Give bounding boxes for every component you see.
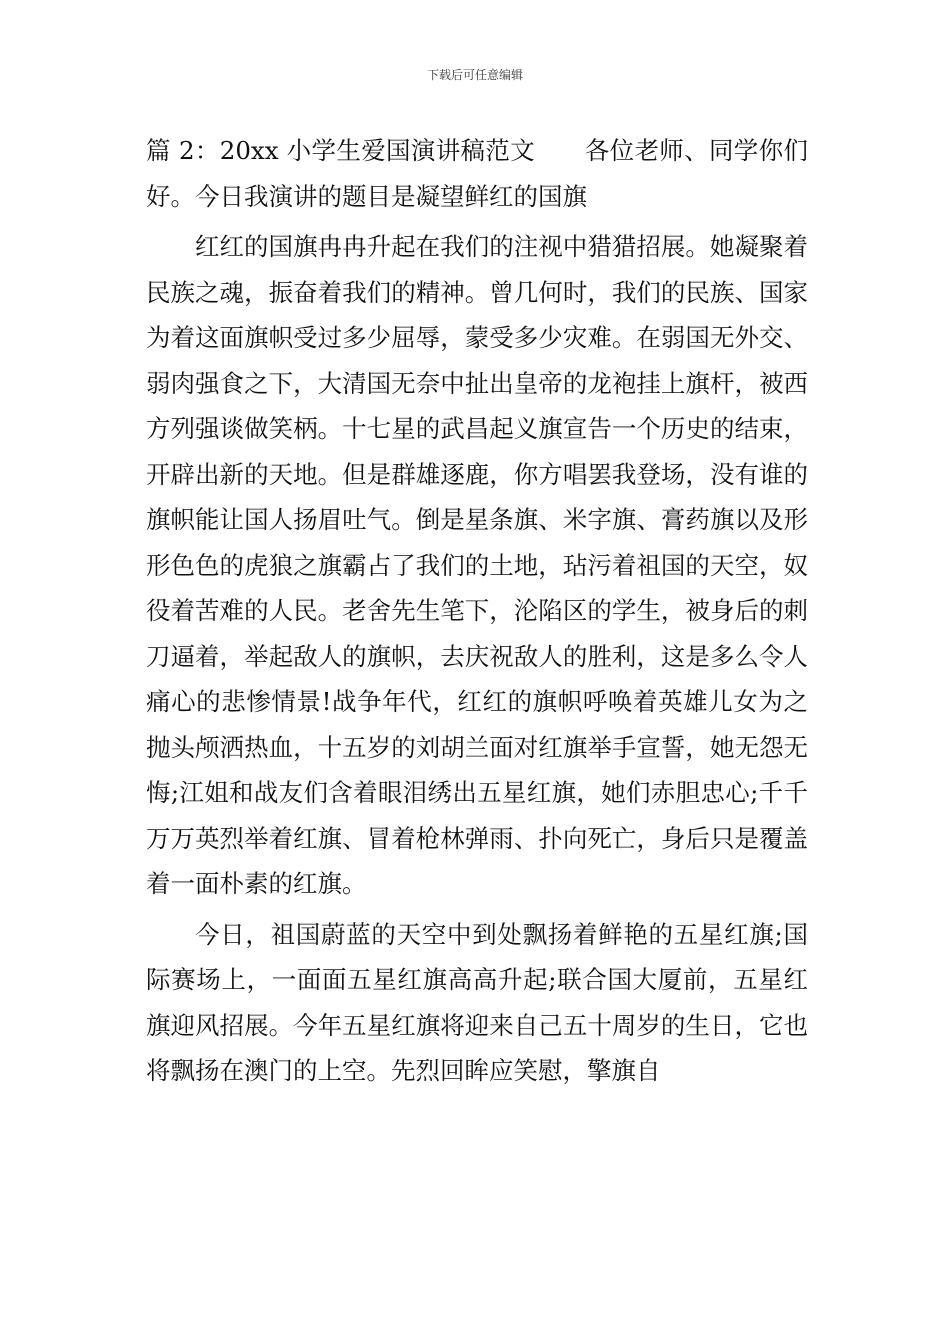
body-paragraph-2: 今日，祖国蔚蓝的天空中到处飘扬着鲜艳的五星红旗;国际赛场上，一面面五星红旗高高升起;联合国大厦前，五星红旗迎风招展。今年五星红旗将迎来自己五十周岁的生日，它也将飘扬在澳门的上空。先烈回眸应笑慰，擎旗自 bbox=[146, 919, 808, 1085]
body-paragraph-1: 红红的国旗冉冉升起在我们的注视中猎猎招展。她凝聚着民族之魂，振奋着我们的精神。曾几何时，我们的民族、国家为着这面旗帜受过多少屈辱，蒙受多少灾难。在弱国无外交、弱肉强食之下，大清国无奈中扯出皇帝的龙袍挂上旗杆，被西方列强谈做笑柄。十七星的武昌起义旗宣告一个历史的结束，开辟出新的天地。但是群雄逐鹿，你方唱罢我登场，没有谁的旗帜能让国人扬眉吐气。倒是星条旗、米字旗、膏药旗以及形形色色的虎狼之旗霸占了我们的土地，玷污着祖国的天空，奴役着苦难的人民。老舍先生笔下，沦陷区的学生，被身后的刺刀逼着，举起敌人的旗帜，去庆祝敌人的胜利，这是多么令人痛心的悲惨情景!战争年代，红红的旗帜呼唤着英雄儿女为之抛头颅洒热血，十五岁的刘胡兰面对红旗举手宣誓，她无怨无悔;江姐和战友们含着眼泪绣出五星红旗，她们赤胆忠心;千千万万英烈举着红旗、冒着枪林弹雨、扑向死亡，身后只是覆盖着一面朴素的红旗。 bbox=[146, 232, 808, 898]
page-header-note: 下载后可任意编辑 bbox=[426, 68, 523, 82]
title-paragraph: 篇 2：20xx 小学生爱国演讲稿范文 各位老师、同学你们好。今日我演讲的题目是凝望鲜红的国旗 bbox=[146, 136, 808, 211]
document-body bbox=[146, 128, 808, 1094]
